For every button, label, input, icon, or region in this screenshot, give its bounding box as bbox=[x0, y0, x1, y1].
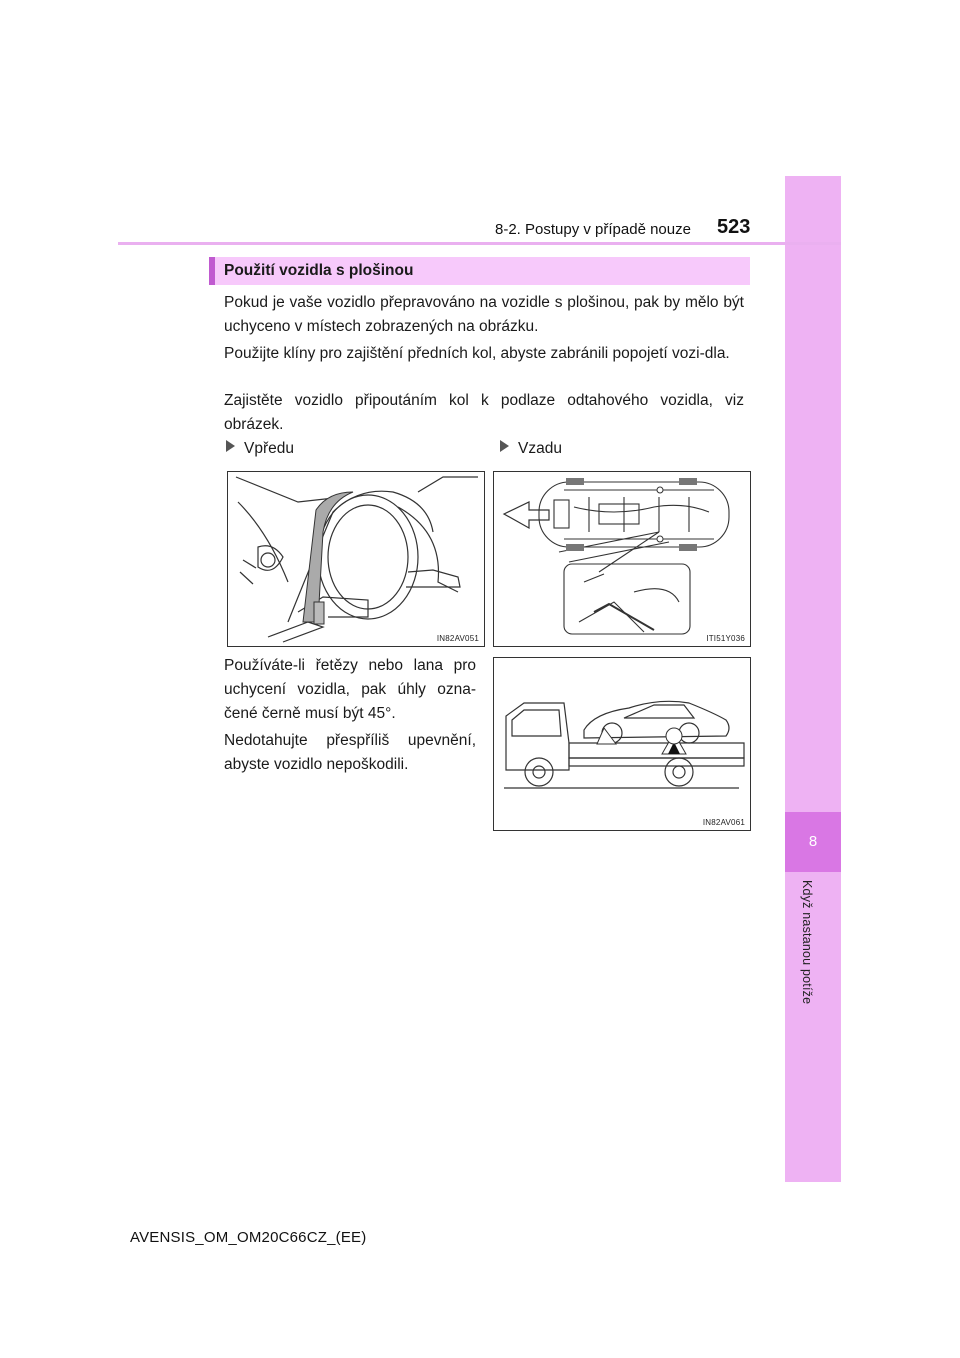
front-label-text: Vpředu bbox=[244, 440, 294, 457]
note-2: Nedotahujte přespříliš upevnění, abyste vozidlo nepoškodili. bbox=[224, 732, 476, 773]
chapter-tab-strip bbox=[785, 176, 841, 1182]
chapter-number-badge: 8 bbox=[785, 812, 841, 872]
paragraph-2: Použijte klíny pro zajištění předních kol, abyste zabránili popojetí vozi-dla. bbox=[224, 345, 730, 362]
header-section-title: 8-2. Postupy v případě nouze bbox=[495, 221, 691, 238]
figure-rear-underbody bbox=[493, 471, 751, 647]
triangle-bullet-icon bbox=[226, 440, 235, 452]
rear-label-text: Vzadu bbox=[518, 440, 562, 457]
header-rule bbox=[118, 242, 841, 245]
section-heading: Použití vozidla s plošinou bbox=[224, 262, 414, 279]
front-label bbox=[226, 440, 294, 458]
page-number: 523 bbox=[717, 216, 751, 238]
rear-label bbox=[500, 440, 562, 458]
rear-underbody-illustration bbox=[494, 472, 750, 646]
figure-code: IN82AV051 bbox=[436, 634, 479, 643]
chapter-title-text: Když nastanou potíže bbox=[800, 880, 814, 1005]
figure-code: ITI51Y036 bbox=[706, 634, 745, 643]
chapter-title-vertical bbox=[800, 880, 826, 1030]
front-wheel-illustration bbox=[228, 472, 484, 646]
note-1: Používáte-li řetězy nebo lana pro uchycení vozidla, pak úhly ozna-čené černě musí být 45°. bbox=[224, 657, 476, 722]
figure-code: IN82AV061 bbox=[702, 818, 745, 827]
figure-front-wheel bbox=[227, 471, 485, 647]
paragraph-1: Pokud je vaše vozidlo přepravováno na vozidle s plošinou, pak by mělo být uchyceno v místech zobrazených na obrázku. bbox=[224, 294, 744, 335]
section-heading-accent bbox=[209, 257, 215, 285]
flatbed-truck-illustration bbox=[494, 658, 750, 830]
paragraph-3: Zajistěte vozidlo připoutáním kol k podlaze odtahového vozidla, viz obrázek. bbox=[224, 392, 744, 433]
footer-document-code: AVENSIS_OM_OM20C66CZ_(EE) bbox=[130, 1229, 367, 1246]
triangle-bullet-icon bbox=[500, 440, 509, 452]
figure-flatbed-truck bbox=[493, 657, 751, 831]
